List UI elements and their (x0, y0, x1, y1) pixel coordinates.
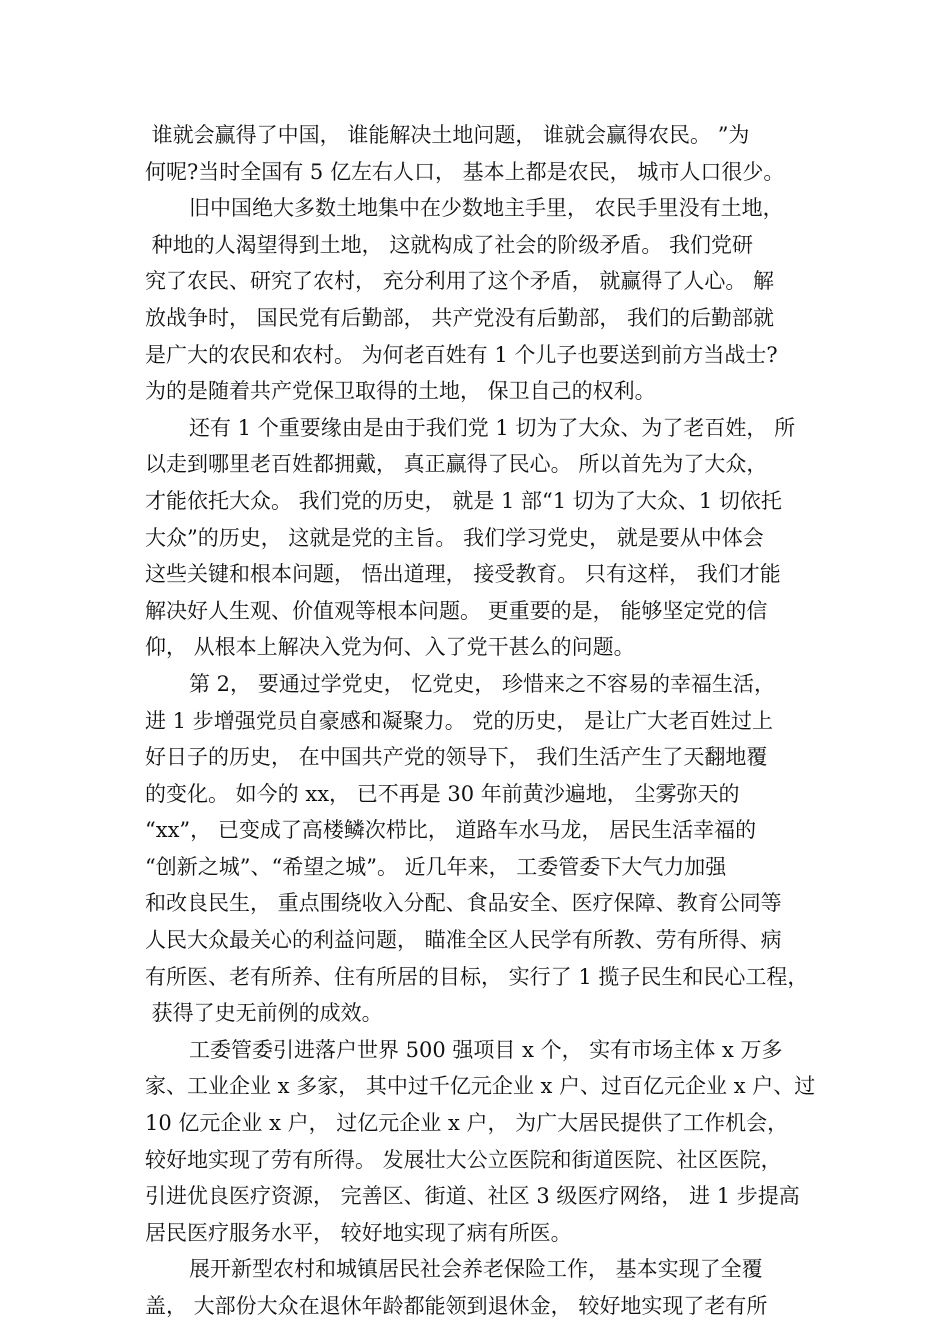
text-line: 10 亿元企业 x 户， 过亿元企业 x 户， 为广大居民提供了工作机会， (145, 1111, 789, 1136)
text-line: 究了农民、研究了农村， 充分利用了这个矛盾， 就赢得了人心。 解 (145, 269, 775, 294)
text-line: 较好地实现了劳有所得。 发展壮大公立医院和街道医院、社区医院， (145, 1147, 782, 1172)
text-line: 为的是随着共产党保卫取得的土地， 保卫自己的权利。 (145, 379, 656, 404)
text-line: 的变化。 如今的 xx， 已不再是 30 年前黄沙遍地， 尘雾弥天的 (145, 781, 740, 806)
text-line: 以走到哪里老百姓都拥戴， 真正赢得了民心。 所以首先为了大众， (145, 452, 768, 477)
text-line: 引进优良医疗资源， 完善区、街道、社区 3 级医疗网络， 进 1 步提高 (145, 1184, 800, 1209)
text-line: 才能依托大众。 我们党的历史， 就是 1 部“1 切为了大众、1 切依托 (145, 488, 782, 513)
text-line: “xx”， 已变成了高楼鳞次栉比， 道路车水马龙， 居民生活幸福的 (145, 818, 757, 843)
text-line: 大众”的历史， 这就是党的主旨。 我们学习党史， 就是要从中体会 (145, 525, 764, 550)
text-line: 这些关键和根本问题， 悟出道理， 接受教育。 只有这样， 我们才能 (145, 562, 781, 587)
text-line: 展开新型农村和城镇居民社会养老保险工作， 基本实现了全覆 (189, 1257, 763, 1282)
text-line: 种地的人渴望得到土地， 这就构成了社会的阶级矛盾。 我们党研 (145, 232, 754, 257)
text-line: 好日子的历史， 在中国共产党的领导下， 我们生活产生了天翻地覆 (145, 745, 768, 770)
text-line: 放战争时， 国民党有后勤部， 共产党没有后勤部， 我们的后勤部就 (145, 305, 775, 330)
text-line: 第 2， 要通过学党史， 忆党史， 珍惜来之不容易的幸福生活， (189, 671, 776, 696)
text-line: 旧中国绝大多数土地集中在少数地主手里， 农民手里没有土地， (189, 196, 784, 221)
text-line: 工委管委引进落户世界 500 强项目 x 个， 实有市场主体 x 万多 (189, 1037, 783, 1062)
text-line: 和改良民生， 重点围绕收入分配、食品安全、医疗保障、教育公同等 (145, 891, 782, 916)
text-line: 盖， 大部份大众在退休年龄都能领到退休金， 较好地实现了老有所 (145, 1294, 768, 1318)
text-line: 何呢?当时全国有 5 亿左右人口， 基本上都是农民， 城市人口很少。 (145, 159, 785, 184)
text-line: 谁就会赢得了中国， 谁能解决土地问题， 谁就会赢得农民。 ”为 (145, 123, 750, 147)
text-line: “创新之城”、“希望之城”。 近几年来， 工委管委下大气力加强 (145, 854, 727, 879)
text-line: 家、工业企业 x 多家， 其中过千亿元企业 x 户、过百亿元企业 x 户、过 (145, 1074, 816, 1099)
document-page (145, 117, 835, 1325)
text-line: 解决好人生观、价值观等根本问题。 更重要的是， 能够坚定党的信 (145, 598, 768, 623)
text-line: 是广大的农民和农村。 为何老百姓有 1 个儿子也要送到前方当战士? (145, 342, 778, 367)
text-line: 仰， 从根本上解决入党为何、入了党干甚么的问题。 (145, 635, 635, 660)
text-line: 居民医疗服务水平， 较好地实现了病有所医。 (145, 1220, 572, 1245)
text-line: 有所医、老有所养、住有所居的目标， 实行了 1 揽子民生和民心工程， (145, 964, 809, 989)
text-line: 还有 1 个重要缘由是由于我们党 1 切为了大众、为了老百姓， 所 (189, 415, 796, 440)
text-line: 进 1 步增强党员自豪感和凝聚力。 党的历史， 是让广大老百姓过上 (145, 708, 774, 733)
text-line: 获得了史无前例的成效。 (145, 1001, 383, 1026)
text-line: 人民大众最关心的利益问题， 瞄准全区人民学有所教、劳有所得、病 (145, 928, 782, 953)
